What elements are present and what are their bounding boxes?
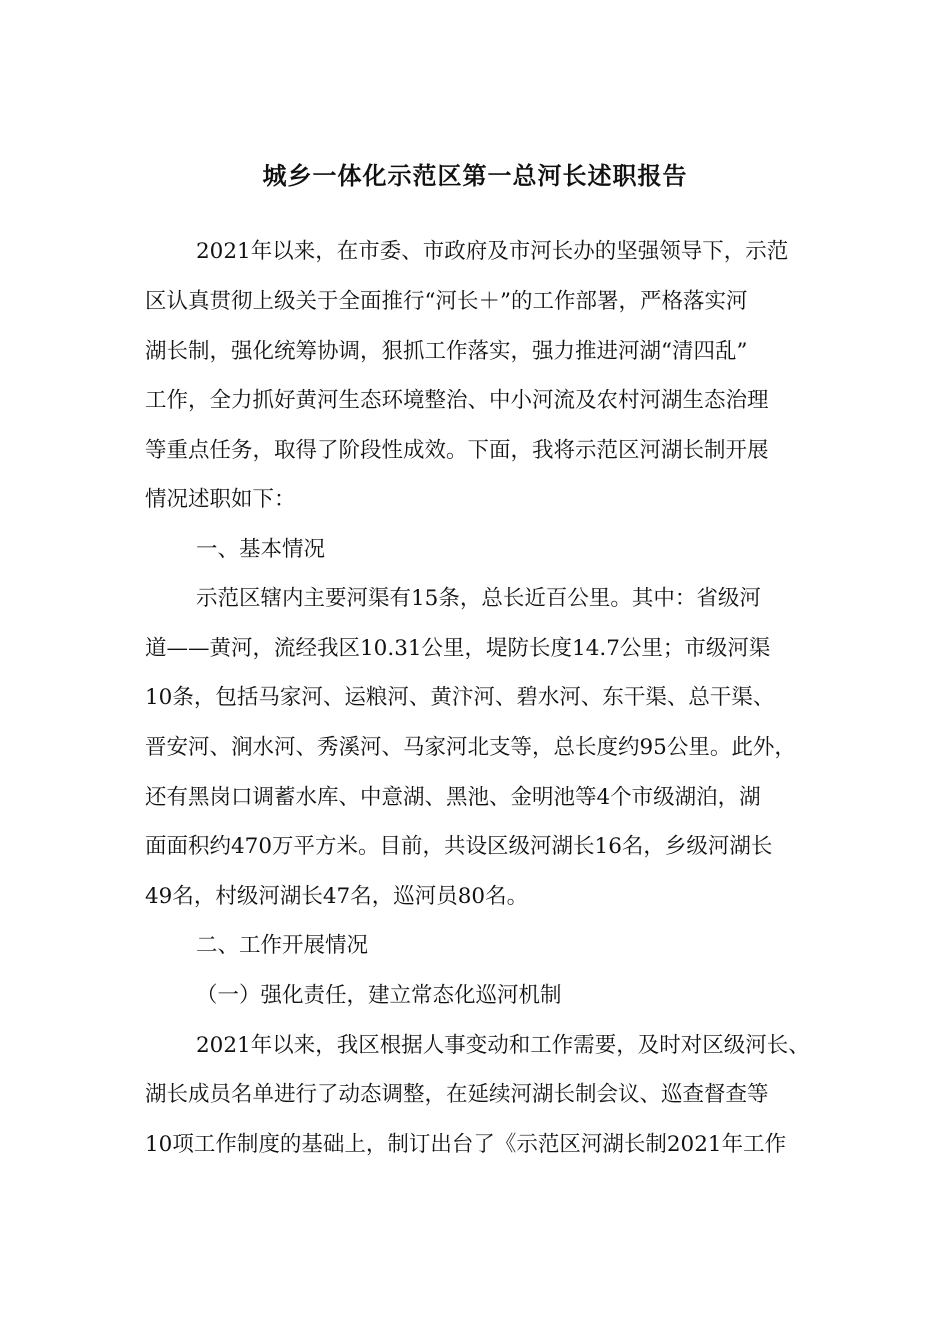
paragraph-line: 2021年以来，我区根据人事变动和工作需要，及时对区级河长、 <box>196 1033 810 1058</box>
section-heading: 一、基本情况 <box>196 537 326 562</box>
paragraph-line: 面面积约470万平方米。目前，共设区级河湖长16名，乡级河湖长 <box>145 834 773 859</box>
paragraph-line: 湖长成员名单进行了动态调整，在延续河湖长制会议、巡查督查等 <box>145 1082 769 1107</box>
paragraph-line: 道——黄河，流经我区10.31公里，堤防长度14.7公里；市级河渠 <box>145 636 771 661</box>
paragraph-line: 10项工作制度的基础上，制订出台了《示范区河湖长制2021年工作 <box>145 1132 787 1157</box>
subsection-heading: （一）强化责任，建立常态化巡河机制 <box>196 983 562 1008</box>
paragraph-line: 10条，包括马家河、运粮河、黄汴河、碧水河、东干渠、总干渠、 <box>145 685 775 710</box>
paragraph-line: 还有黑岗口调蓄水库、中意湖、黑池、金明池等4个市级湖泊，湖 <box>145 785 761 810</box>
paragraph-line: 49名，村级河湖长47名，巡河员80名。 <box>145 884 529 909</box>
paragraph-line: 示范区辖内主要河渠有15条，总长近百公里。其中：省级河 <box>196 586 761 611</box>
section-heading: 二、工作开展情况 <box>196 933 369 958</box>
paragraph-line: 情况述职如下： <box>145 487 296 512</box>
paragraph-line: 晋安河、涧水河、秀溪河、马家河北支等，总长度约95公里。此外， <box>145 735 796 760</box>
paragraph-line: 2021年以来，在市委、市政府及市河长办的坚强领导下，示范 <box>196 239 789 264</box>
paragraph-line: 等重点任务，取得了阶段性成效。下面，我将示范区河湖长制开展 <box>145 438 769 463</box>
paragraph-line: 湖长制，强化统筹协调，狠抓工作落实，强力推进河湖“清四乱” <box>145 339 748 364</box>
paragraph-line: 区认真贯彻上级关于全面推行“河长＋”的工作部署，严格落实河 <box>145 289 748 314</box>
document-title: 城乡一体化示范区第一总河长述职报告 <box>262 161 688 190</box>
paragraph-line: 工作，全力抓好黄河生态环境整治、中小河流及农村河湖生态治理 <box>145 388 769 413</box>
